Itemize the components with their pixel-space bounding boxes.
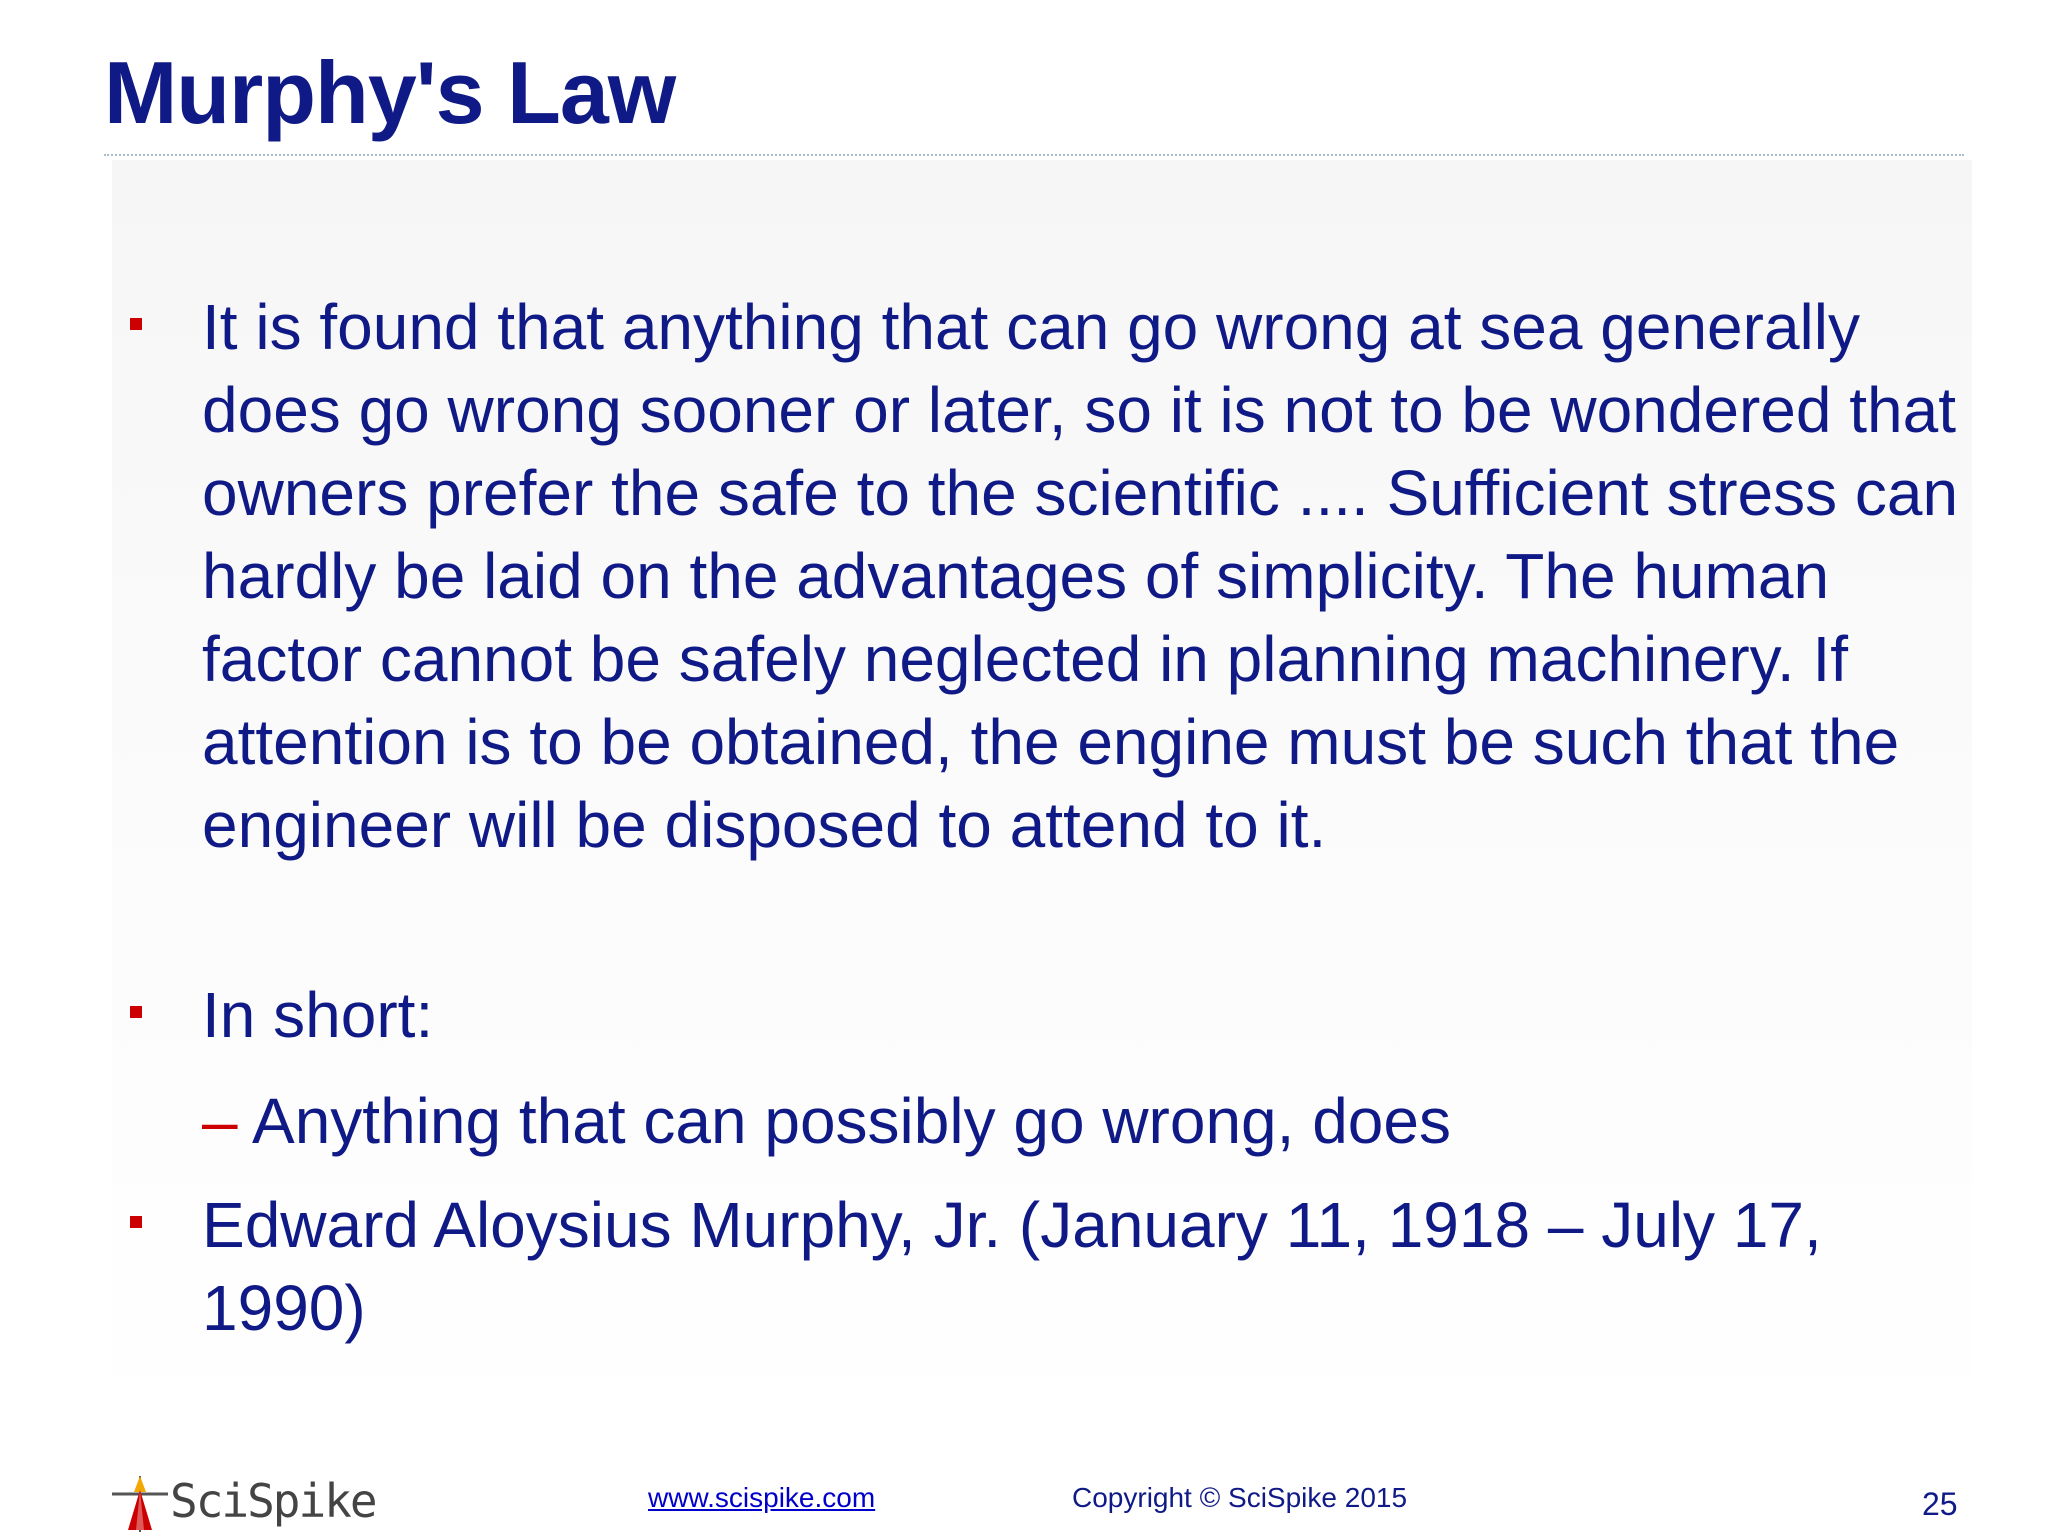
- scispike-logo-icon: [108, 1470, 172, 1534]
- bullet-text-in-short: In short:: [202, 979, 434, 1051]
- website-link[interactable]: www.scispike.com: [648, 1482, 876, 1513]
- bullet-marker: [130, 318, 142, 330]
- bullet-text-murphy-bio: Edward Aloysius Murphy, Jr. (January 11, 1918 – July 17, 1990): [202, 1189, 1822, 1344]
- title-divider: [104, 154, 1964, 156]
- copyright-notice: Copyright © SciSpike 2015: [1072, 1482, 1408, 1513]
- bullet-marker: [130, 1006, 142, 1018]
- scispike-logo-text: SciSpike: [170, 1474, 376, 1528]
- bullet-text-quote: It is found that anything that can go wrong at sea generally does go wrong sooner or later, so it is not to be wondered that owners prefer the safe to the scientific .... Sufficient stress can hardly be laid on the advantages of simplicity. The human factor cannot be safely neglected in planning machinery. If attention is to be obtained, the engine must be such that the engineer will be disposed to attend to it.: [202, 291, 1959, 861]
- bullet-marker: [130, 1216, 142, 1228]
- page-number: 25: [1922, 1486, 1958, 1522]
- sub-bullet-text: Anything that can possibly go wrong, does: [252, 1085, 1451, 1157]
- slide-title: Murphy's Law: [104, 43, 676, 142]
- sub-bullet-dash: –: [202, 1085, 238, 1157]
